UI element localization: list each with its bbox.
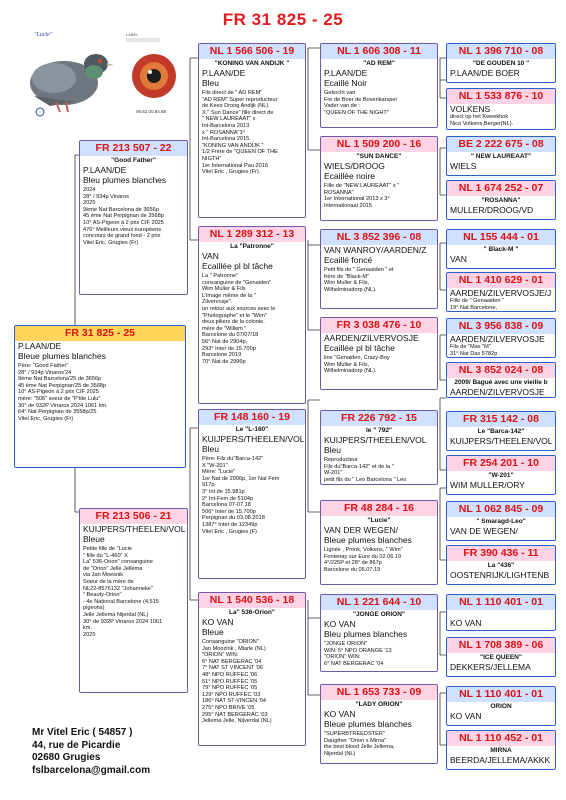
bird-sdd-color: Ecaillée pl bl tâche [324,343,395,353]
bird-g16-name: MIRNA [490,747,512,754]
bird-g1-ring: NL 1 396 710 - 08 [447,44,555,59]
bird-g4-owner: MULLER/DROOG/VD [450,205,534,215]
bird-g9[interactable] [446,411,556,451]
bird-g15-name: ORION [490,703,512,710]
bird-g12[interactable] [446,545,556,585]
bird-g12-name: La "436" [487,562,515,569]
bird-sd-ring: NL 1 289 312 - 13 [199,227,305,242]
desc-line: consanguine de "Genaiden" [202,279,272,286]
bird-sss-ring: NL 1 606 308 - 11 [321,44,437,59]
bird-g3-owner: WIELS [450,161,477,171]
desc-line: km. [83,625,93,632]
desc-line: X "W-201" [202,462,228,469]
bird-g8-name: 2009/ Bagué avec une vieille b [454,379,548,386]
bird-dd-desc [199,637,305,725]
bird-ssd-name: "SUN DANCE" [356,153,402,160]
bird-g15[interactable] [446,686,556,726]
bird-g4[interactable] [446,180,556,220]
desc-line: 56° Nat de 2904p, [202,338,248,345]
desc-line: "QUEEN OF THE NIGHT" [324,109,389,116]
bird-main-owner: P.LAAN/DE [18,341,62,351]
desc-line: 70° Nat de 2996p [202,358,246,365]
desc-line: 9ème Nat Barcelona'25 de 3656p [18,376,102,383]
bird-main-ring: FR 31 825 - 25 [15,326,185,341]
bird-sd[interactable] [198,226,306,404]
bird-ddd[interactable] [320,684,438,764]
bird-g10[interactable] [446,455,556,495]
bird-dam-owner: KUIJPERS/THEELEN/VOL [83,524,186,534]
bird-g3-ring: BE 2 222 675 - 08 [447,137,555,152]
bird-sds-owner: VAN WANROY/AARDEN/Z [324,245,427,255]
bird-g11-ring: NL 1 062 845 - 09 [447,502,555,517]
desc-line: Fils du"Barca-142" et de la " [324,463,394,470]
bird-sire[interactable] [79,140,188,295]
bird-sdd[interactable] [320,317,438,390]
bird-g9-ring: FR 315 142 - 08 [447,412,555,427]
desc-line: W-201" [324,470,343,477]
bird-sds-desc [321,265,437,293]
desc-line: concours de grand fond - 2 prix [83,233,161,240]
bird-g9-owner: KUIJPERS/THEELEN/VOL [450,436,553,446]
bird-dam-ring: FR 213 506 - 21 [80,509,187,524]
bird-g13-owner: KO VAN [450,618,482,628]
desc-line: 506° Inter de 15.700p [202,508,256,515]
bird-dds-desc [321,639,437,667]
desc-line: the best blood Jelle Jellema, [324,744,395,751]
bird-ds-name: Le "L-160" [235,426,269,433]
bird-sss[interactable] [320,43,438,128]
desc-line: Jan Moozink , Miarle (NL) [202,645,266,652]
bird-dam-color: Bleue [83,534,105,544]
desc-line: pigeons) [83,605,105,612]
bird-sdd-ring: FR 3 038 476 - 10 [321,318,437,333]
desc-line: 275° NPO BRIVE '05 [202,704,255,711]
bird-ds[interactable] [198,409,306,579]
desc-line: 293° Inter de 15.700p [202,345,256,352]
bird-sds-color: Ecaillé foncé [324,255,373,265]
desc-line: "AD REM" Super reproducteur [202,96,278,103]
desc-line: 476° Meilleurs vieux européens [83,226,162,233]
desc-line: Jellema Jelle, Nijverdal (NL) [202,718,272,725]
bird-g5-owner: VAN [450,254,467,264]
bird-g14[interactable] [446,637,556,677]
desc-line: " fille du "L-460" X [83,552,128,559]
bird-main[interactable] [14,325,186,468]
contact-name: Mr Vitel Eric ( 54857 ) [32,727,133,738]
bird-g14-name: "ICE QUEEN" [480,654,522,661]
bird-g16-owner: BEERDA/JELLEMA/AKKK [450,755,551,765]
bird-g11-name: " Smaragd-Leo" [476,518,526,525]
bird-ssd-desc [321,181,437,209]
desc-line: Soeur de la mère de [83,578,134,585]
bird-g6-ring: NL 1 410 629 - 01 [447,273,555,288]
bird-g13-ring: NL 1 110 401 - 01 [447,595,555,610]
desc-line: 2025 [83,200,96,207]
desc-line: NL22-8576132 "Johanneke" [83,585,153,592]
bird-dam-desc [80,544,187,638]
bird-sdd-owner: AARDEN/ZILVERVOSJE [324,333,419,343]
bird-g4-ring: NL 1 674 252 - 07 [447,181,555,196]
desc-line: 10° AS-Pigeon à 2 prix CIF 2025 [18,389,99,396]
bird-sire-desc [80,185,187,246]
bird-main-desc [15,361,185,422]
bird-g8[interactable] [446,362,556,398]
desc-line: Vitel Eric, Grugies (Fr) [18,415,74,422]
bird-g4-name: "ROSANNA" [481,197,521,204]
desc-line: 295° NAT BERGERAC '03 [202,711,268,718]
bird-g7-desc-1: 31° Nat Dax 5782p [450,350,498,357]
bird-dd-ring: NL 1 540 536 - 18 [199,593,305,608]
desc-line: deux piliers de la colonie. [202,319,265,326]
bird-g13[interactable] [446,594,556,631]
desc-line: Jelle Jellema Nijerdal (NL) [83,611,149,618]
bird-dds-color: Bleu plumes blanches [324,629,408,639]
bird-g1-name: "DE GOUDEN 10 " [472,60,530,67]
bird-g16-ring: NL 1 110 452 - 01 [447,731,555,746]
bird-g2-desc-1: Nico Volkens,Berger(NL). [450,120,514,127]
bird-g10-ring: FR 254 201 - 10 [447,456,555,471]
desc-line: 6° NAT BERGERAC '04 [202,658,262,665]
desc-line: 1er International Pau 2016 [202,162,268,169]
bird-dss-ring: FR 226 792 - 15 [321,411,437,426]
desc-line: de "Orion" Jelle Jellema [83,565,143,572]
desc-line: Barcelone du 07/07/18 [202,332,259,339]
bird-g6-desc-1: 19° Nat Barcelone, [450,304,498,311]
desc-line: "SUPERBTREEDSTER" [324,731,385,737]
svg-text:LABEL: LABEL [126,32,139,37]
bird-ddd-name: "LADY ORION" [355,701,403,708]
bird-g10-name: "W-201" [488,472,514,479]
bird-dsd-desc [321,545,437,573]
desc-line: Nijerdal (NL) [324,750,356,757]
bird-dsd-name: "Lucie" [367,517,391,524]
desc-line: via Jan Moesnik [83,572,124,579]
bird-g11[interactable] [446,501,556,541]
bird-g7-desc-0: Fils de "Max "M" [450,344,491,350]
desc-line: 1387° Inter de 12349p [202,521,258,528]
bird-main-color: Bleue plumes blanches [18,351,106,361]
desc-line: Petit fils de " Genaaiden " et [324,267,394,273]
bird-dd-name: La" 536-Orion" [229,609,275,616]
desc-line: 4°/225P et 28° de 867p [324,560,382,567]
desc-line: Wim Muller & Fils, [324,361,370,368]
desc-line: Daugther "Orion x Mirna" [324,737,387,744]
desc-line: NIGTH" [202,155,222,162]
bird-ss-owner: P.LAAN/DE [202,68,246,78]
bird-g1[interactable] [446,43,556,83]
bird-ssd[interactable] [320,136,438,221]
bird-ds-ring: FR 148 160 - 19 [199,410,305,425]
bird-ss-color: Bleu [202,78,220,88]
desc-line: " NEW LAUREAAT" x [202,116,256,123]
desc-line: Int-Barcelona 2015. [202,136,251,143]
desc-line: 1/2 Frère de "QUEEN OF THE [202,149,278,156]
desc-line: Internationaal 2015 [324,202,372,209]
desc-line: La " Patronne" [202,273,239,279]
bird-g3-name: " NEW LAUREAAT" [470,153,532,160]
bird-dss-desc [321,455,437,483]
desc-line: Gekocht van [324,90,356,96]
bird-g15-owner: KO VAN [450,711,482,721]
bird-sds[interactable] [320,229,438,309]
desc-line: 30° de 932P Vinaros 2024 1061 km. [18,402,108,409]
breeder-contact [32,727,150,777]
bird-ds-color: Bleu [202,444,220,454]
desc-line: "KONING VAN ANDIJK " [202,142,264,149]
bird-dss-owner: KUIJPERS/THEELEN/VOL [324,435,427,445]
bird-ddd-owner: KO VAN [324,709,356,719]
bird-dd-color: Bleue [202,627,224,637]
desc-line: Fils direct de " AD REM" [202,90,263,96]
desc-line: 9ème Nat Barcelona de 3656p [83,206,159,213]
desc-line: 2024 [83,187,96,193]
desc-line: 48° NPO RUFFEC '06 [202,671,258,678]
desc-line: 28° / 934p Vinaros [83,193,129,200]
desc-line: "JONGE ORION" [324,641,368,647]
desc-line: 917p [202,482,215,489]
bird-g3[interactable] [446,136,556,176]
desc-line: Fontenay sur Eure du 02.06.19 [324,553,402,560]
bird-g2-desc-0: direct op het Kweekhok [450,114,509,120]
desc-line: 28° / 934p Vinaros'24 [18,369,72,376]
bird-g9-name: Le "Barca-142" [477,428,525,435]
desc-line: Vader van de : [324,103,360,110]
bird-sdd-desc [321,353,437,375]
bird-g5-ring: NL 155 444 - 01 [447,230,555,245]
bird-dds-owner: KO VAN [324,619,356,629]
desc-line: Wilhelminadorp (NL). [324,368,377,375]
bird-ds-owner: KUIJPERS/THEELEN/VOL [202,434,305,444]
desc-line: "ORION" WIN: [324,654,361,661]
logo-phone: 06.62.00.84.88 [136,109,167,114]
desc-line: Barcelone 2019 [202,352,242,359]
bird-g16[interactable] [446,730,556,770]
logo-pigeon-label: "Lucie" [34,32,53,38]
bird-g10-owner: WIM MULLER/ORY [450,480,525,490]
desc-line: Père: Fils du"Barca-142" [202,456,264,462]
bird-g7[interactable] [446,318,556,358]
desc-line: 64° Nat Perpignan de 3558p/25 [18,409,97,416]
bird-g7-ring: NL 3 956 838 - 09 [447,319,555,334]
desc-line: "ORION" WIN: [202,652,239,659]
bird-dss[interactable] [320,410,438,485]
desc-line: un retour aux sources avec le [202,305,276,312]
desc-line: Lignée , Pronk, Volkens, " Wim" [324,547,403,553]
pedigree-title: FR 31 825 - 25 [222,10,344,29]
desc-line: Petite fille de "Lucie [83,546,132,552]
bird-ddd-color: Bleue plumes blanches [324,719,412,729]
bird-ss-ring: NL 1 566 506 - 19 [199,44,305,59]
bird-g6-desc-0: Fille de " Genaaiden " [450,298,505,304]
desc-line: Perpignan du 03.08.2018 [202,515,265,522]
bird-g2[interactable] [446,88,556,130]
bird-sd-desc [199,271,305,365]
desc-line: 7° NAT ST VINCENT '06 [202,665,264,672]
bird-ds-desc [199,454,305,535]
desc-line: Consanguine "ORION" [202,639,259,645]
desc-line: ROSANNA" [324,189,354,196]
bird-dsd[interactable] [320,500,438,585]
desc-line: 129° NPO RUFFEC '03 [202,691,261,698]
desc-line: 6° NAT BERGERAC '04 [324,660,384,667]
desc-line: 186° NAT ST-VINCEN '04 [202,698,267,705]
bird-sire-ring: FR 213 507 - 22 [80,141,187,156]
bird-g1-owner: P.LAAN/DE BOER [450,68,520,78]
desc-line: Barcelone du 05.07.19 [324,566,381,573]
bird-ssd-color: Ecaillée noire [324,171,376,181]
bird-dds-name: "JONGE ORION" [352,611,406,618]
bird-dsd-ring: FR 48 284 - 16 [321,501,437,516]
desc-line: 45 ème Nat Perpignan'25 de 3568p [18,382,107,389]
desc-line: frère de "Black-M" [324,273,370,280]
desc-line: WIN: 5° NPO ORANGE '13 [324,647,392,654]
bird-sss-owner: P.LAAN/DE [324,68,368,78]
desc-line: L'image même de la " [202,292,256,299]
bird-sss-color: Ecaillé Noir [324,78,367,88]
bird-dss-color: Bleu [324,445,342,455]
bird-sss-desc [321,88,437,116]
bird-g5[interactable] [446,229,556,269]
bird-ss[interactable] [198,43,306,218]
bird-g5-name: " Black-M " [483,246,519,253]
bird-sire-color: Bleu plumes blanches [83,175,167,185]
desc-line: Wilhelminadorp (NL). [324,286,377,293]
desc-line: Fille de "NEW LAUREAAT" x " [324,183,400,189]
desc-line: Int-Barcelona 2013 [202,122,250,129]
desc-line: Père: "Good Father" [18,363,69,369]
bird-ss-name: "KONING VAN ANDIJK " [214,60,290,67]
bird-sd-name: La "Patronne" [230,243,274,250]
desc-line: 30° de 932P Vinaros 2024 1061 [83,618,163,625]
bird-g6[interactable] [446,272,556,312]
bird-g6-owner: AARDEN/ZILVERVOSJE/J [450,288,552,298]
desc-line: 10° AS-Pigeon à 2 prix CIF 2025 [83,219,164,226]
desc-line: Vitel Eric , Grugies (F) [202,528,257,535]
bird-dd[interactable] [198,592,306,746]
contact-city: 02680 Grugies [32,752,101,763]
bird-sd-color: Ecaillée pl bl tâche [202,261,273,271]
bird-g8-ring: NL 3 852 024 - 08 [447,363,555,378]
bird-g12-ring: FR 390 436 - 11 [447,546,555,561]
desc-line: Wim Muller & Fils [202,286,246,293]
bird-sire-name: "Good Father" [111,157,156,164]
bird-sds-ring: NL 3 852 396 - 08 [321,230,437,245]
desc-line: x " ROSANNA"3° [202,129,245,136]
bird-g2-ring: NL 1 533 876 - 10 [447,89,555,104]
desc-line: mère: "506" soeur de "P'tite Lulu" [18,395,101,402]
desc-line: 2° Int-Fem de 5104p [202,495,254,502]
desc-line: - 4e National Barcelone (4,515 [83,598,159,605]
bird-ss-desc [199,88,305,176]
bird-ssd-owner: WIELS/DROOG [324,161,385,171]
contact-email[interactable]: fslbarcelona@gmail.com [32,764,151,776]
bird-dsd-color: Bleue plumes blanches [324,535,412,545]
bird-g2-owner: VOLKENS [450,104,491,114]
bird-g11-owner: VAN DE WEGEN/ [450,526,518,536]
desc-line: Barcelona 07-07.18 [202,502,251,509]
desc-line: X " Sun Dance" fille direct de [202,109,274,116]
bird-g8-owner: AARDEN/ZILVERVOSJE [450,387,545,397]
desc-line: 1er International 2013 x 3° [324,196,390,203]
desc-line: 45 ème Nat Perpignan de 3568p [83,213,164,220]
bird-dds-ring: NL 1 221 644 - 10 [321,595,437,610]
bird-ddd-ring: NL 1 653 733 - 09 [321,685,437,700]
desc-line: " Beauty-Orion" [83,592,122,599]
bird-sire-owner: P.LAAN/DE [83,165,127,175]
desc-line: de Kees Droog Andijk (NL) [202,103,269,110]
bird-sd-owner: VAN [202,251,219,261]
bird-dds[interactable] [320,594,438,672]
desc-line: Fre de Boer de Bovenkarspel [324,96,397,103]
bird-sss-name: "AD REM" [363,60,395,67]
bird-g7-owner: AARDEN/ZILVERVOSJE [450,334,545,344]
contact-address: 44, rue de Picardie [32,739,121,751]
bird-dss-name: le " 792" [365,427,393,434]
desc-line: mère de "Willem " [202,325,247,332]
desc-line: Wim Muller & Fils, [324,280,370,287]
bird-dsd-owner: VAN DER WEGEN/ [324,525,398,535]
desc-line: 79° NPO RUFFEC '05 [202,685,258,692]
bird-g12-owner: OOSTENRIJK/LIGHTENB [450,570,550,580]
desc-line: 1er Nat de 2996p, 1er Nat Fem [202,475,280,482]
desc-line: Vitel Eric , Grugies (Fr). [202,169,261,176]
bird-dd-owner: KO VAN [202,617,234,627]
desc-line: La" 536-Orion" consanguine [83,559,153,566]
bird-g14-owner: DEKKERS/JELLEMA [450,662,531,672]
desc-line: line "Genaiden, Crazy-Boy [324,355,390,361]
bird-g15-ring: NL 1 110 401 - 01 [447,687,555,702]
bird-dam[interactable] [79,508,188,693]
bird-g14-ring: NL 1 708 389 - 06 [447,638,555,653]
desc-line: petit fils du " Leo Barcelona " Leo [324,476,407,483]
desc-line: "Photographe" et le "Wim" [202,312,267,319]
desc-line: Vitel Eric, Grugies (Fr) [83,239,139,246]
bird-ddd-desc [321,729,437,757]
desc-line: Zilvervosje". [202,299,233,306]
desc-line: 51° NPO RUFFEC '05 [202,678,258,685]
desc-line: 3° Int de 15.981p [202,488,245,495]
desc-line: Reproducteur [324,457,358,463]
bird-ssd-ring: NL 1 509 200 - 16 [321,137,437,152]
desc-line: 2025 [83,631,96,638]
desc-line: Mère: "Lucie" [202,469,236,476]
